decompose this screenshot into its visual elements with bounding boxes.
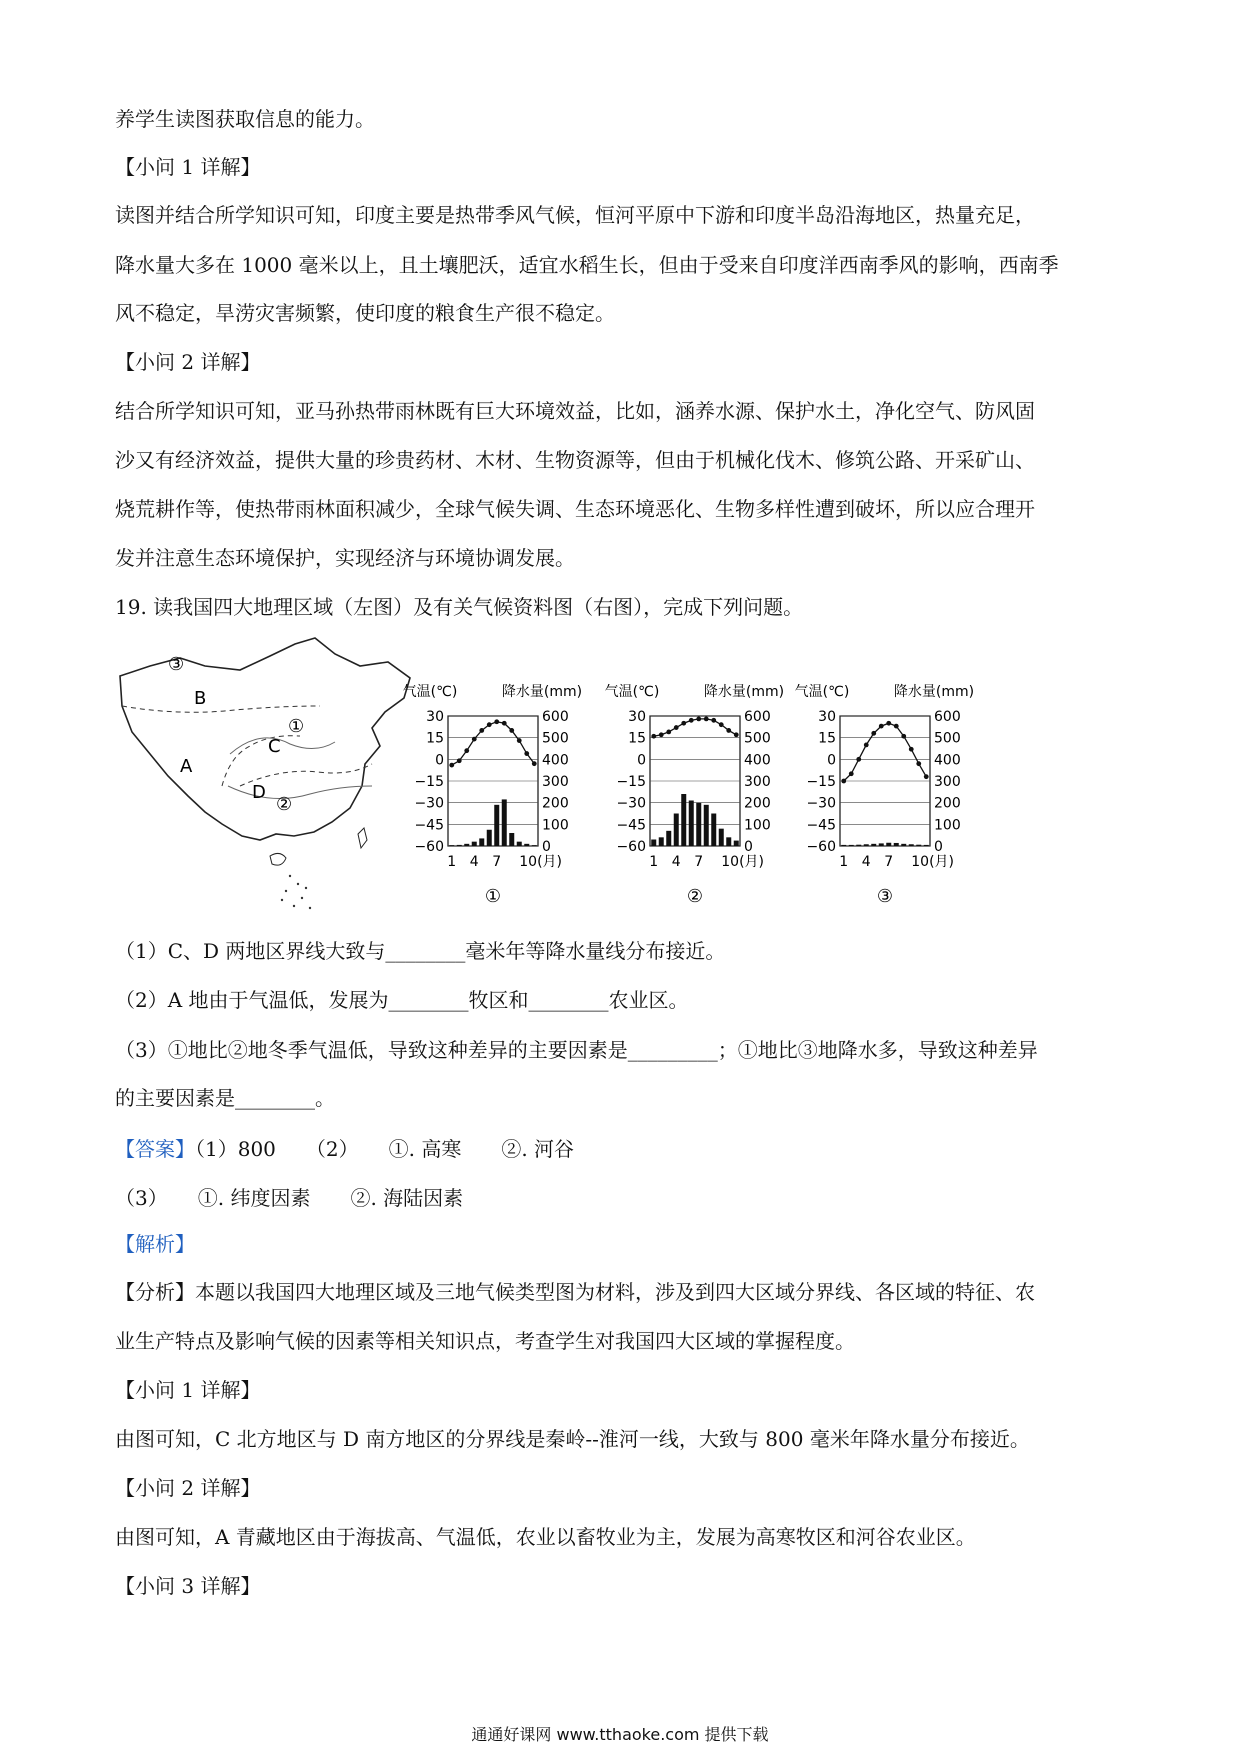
footer-credit: 通通好课网 www.tthaoke.com 提供下载	[471, 1725, 769, 1744]
precip-tick-label: 300	[542, 774, 569, 790]
precip-bar	[841, 845, 846, 846]
temperature-point	[711, 718, 716, 723]
temperature-point	[532, 761, 537, 766]
temperature-point	[886, 721, 891, 726]
precip-tick-label: 200	[744, 795, 771, 812]
temperature-point	[879, 724, 884, 729]
precip-bar	[651, 840, 656, 847]
precip-tick-label: 600	[542, 709, 569, 725]
temp-tick-label: 30	[818, 709, 836, 725]
temp-tick-label: −15	[414, 774, 444, 790]
text-line: （1）C、D 两地区界线大致与________毫米年等降水量线分布接近。	[115, 939, 726, 963]
text-line: 沙又有经济效益，提供大量的珍贵药材、木材、生物资源等，但由于机械化伐木、修筑公路、开采矿山、	[115, 448, 1035, 472]
temp-tick-label: −30	[806, 795, 836, 812]
x-tick-label: 4	[469, 854, 479, 870]
text-line: 降水量大多在 1000 毫米以上，且土壤肥沃，适宜水稻生长，但由于受来自印度洋西南季风的影响，西南季	[115, 253, 1059, 277]
text-line: 【小问 2 详解】	[115, 1476, 261, 1500]
temperature-point	[479, 728, 484, 733]
temperature-line	[844, 723, 927, 781]
text-line: 【小问 1 详解】	[115, 155, 261, 179]
precip-tick-label: 0	[744, 839, 753, 855]
precip-tick-label: 500	[542, 730, 569, 747]
temperature-point	[449, 763, 454, 768]
temperature-point	[524, 751, 529, 756]
precip-tick-label: 0	[542, 839, 551, 855]
precip-tick-label: 200	[542, 795, 569, 812]
text-line: 由图可知，C 北方地区与 D 南方地区的分界线是秦岭--淮河一线，大致与 800 毫米年降水量分布接近。	[115, 1427, 1030, 1451]
temp-tick-label: 15	[628, 730, 646, 747]
temperature-point	[696, 716, 701, 721]
precip-bar	[457, 845, 462, 846]
precip-tick-label: 500	[934, 730, 961, 747]
temperature-point	[502, 721, 507, 726]
precip-bar	[864, 844, 869, 846]
precip-bar	[696, 803, 701, 846]
temp-tick-label: −45	[806, 817, 836, 834]
temperature-point	[856, 757, 861, 762]
precip-tick-label: 300	[744, 774, 771, 790]
temperature-point	[681, 721, 686, 726]
temperature-point	[509, 728, 514, 733]
x-tick-label: 10(月)	[721, 854, 764, 870]
x-tick-label: 1	[839, 854, 849, 870]
precip-bar	[674, 814, 679, 847]
precip-bar	[666, 831, 671, 846]
precip-bar	[849, 845, 854, 846]
temp-tick-label: −45	[616, 817, 646, 834]
temperature-point	[849, 771, 854, 776]
x-tick-label: 10(月)	[911, 854, 954, 870]
text-line: 业生产特点及影响气候的因素等相关知识点，考查学生对我国四大区域的掌握程度。	[115, 1329, 855, 1353]
precip-bar	[719, 829, 724, 846]
precip-tick-label: 400	[744, 752, 771, 769]
climate-chart-3	[790, 678, 990, 908]
ylabel-left: 气温(℃)	[604, 684, 660, 700]
temperature-point	[726, 728, 731, 733]
x-tick-label: 1	[447, 854, 457, 870]
temperature-point	[674, 725, 679, 730]
temperature-point	[864, 742, 869, 747]
precip-bar	[924, 845, 929, 846]
precip-bar	[704, 805, 709, 846]
precip-tick-label: 400	[934, 752, 961, 769]
temperature-point	[894, 724, 899, 729]
text-line: 【分析】本题以我国四大地理区域及三地气候类型图为材料，涉及到四大区域分界线、各区域的特征、农	[115, 1280, 1035, 1304]
precip-bar	[879, 843, 884, 846]
temp-tick-label: 15	[426, 730, 444, 747]
temperature-point	[487, 722, 492, 727]
map-label-3: ③	[168, 654, 185, 675]
precip-tick-label: 100	[542, 817, 569, 834]
temp-tick-label: 30	[628, 709, 646, 725]
precip-tick-label: 200	[934, 795, 961, 812]
precip-tick-label: 600	[934, 709, 961, 725]
ylabel-right: 降水量(mm)	[501, 684, 583, 700]
precip-bar	[472, 842, 477, 846]
chart-label: ②	[686, 886, 704, 907]
answer-line-2	[115, 1183, 463, 1213]
temperature-point	[666, 729, 671, 734]
temp-tick-label: −60	[414, 839, 444, 855]
precip-bar	[871, 844, 876, 846]
temperature-point	[871, 731, 876, 736]
precip-bar	[909, 844, 914, 846]
temperature-line	[452, 722, 535, 765]
answer-tag: 【答案】	[115, 1137, 195, 1161]
text-line: （2）A 地由于气温低，发展为________牧区和________农业区。	[115, 988, 689, 1012]
yangtze-river	[228, 786, 372, 799]
map-label-2: ②	[276, 794, 293, 815]
precip-tick-label: 300	[934, 774, 961, 790]
temperature-point	[472, 737, 477, 742]
temperature-point	[841, 779, 846, 784]
analysis-tag: 【解析】	[115, 1232, 195, 1256]
text-line: 养学生读图获取信息的能力。	[115, 107, 375, 131]
text-line: 【小问 3 详解】	[115, 1574, 261, 1598]
text-line: 读图并结合所学知识可知，印度主要是热带季风气候，恒河平原中下游和印度半岛沿海地区，热量充足，	[115, 203, 1035, 227]
precip-bar	[517, 842, 522, 846]
x-tick-label: 10(月)	[519, 854, 562, 870]
temperature-point	[734, 732, 739, 737]
map-label-b: B	[194, 688, 207, 709]
temperature-point	[517, 738, 522, 743]
precip-bar	[689, 801, 694, 847]
answer-text-1: （1）800 （2） ①. 高寒 ②. 河谷	[195, 1137, 575, 1161]
precip-bar	[479, 838, 484, 846]
temp-tick-label: −30	[414, 795, 444, 812]
precip-bar	[494, 805, 499, 846]
text-line: 烧荒耕作等，使热带雨林面积减少，全球气候失调、生态环境恶化、生物多样性遭到破坏，所以应合理开	[115, 497, 1035, 521]
text-line: 19. 读我国四大地理区域（左图）及有关气候资料图（右图），完成下列问题。	[115, 595, 804, 619]
precip-bar	[502, 799, 507, 846]
precip-tick-label: 600	[744, 709, 771, 725]
x-tick-label: 4	[861, 854, 871, 870]
temperature-point	[916, 761, 921, 766]
text-line: 【小问 1 详解】	[115, 1378, 261, 1402]
south-china-sea-islands	[281, 875, 311, 909]
text-line: 结合所学知识可知，亚马孙热带雨林既有巨大环境效益，比如，涵养水源、保护水土，净化空气、防风固	[115, 399, 1035, 423]
precip-tick-label: 0	[934, 839, 943, 855]
chart-label: ①	[484, 886, 502, 907]
temp-tick-label: 30	[426, 709, 444, 725]
temp-tick-label: −45	[414, 817, 444, 834]
precip-bar	[901, 844, 906, 846]
map-label-1: ①	[288, 716, 305, 737]
temp-tick-label: −60	[806, 839, 836, 855]
precip-bar	[734, 841, 739, 846]
text-line: （3）①地比②地冬季气温低，导致这种差异的主要因素是_________；①地比③地降水多，导致这种差异	[115, 1038, 1038, 1062]
x-tick-label: 7	[884, 854, 894, 870]
temp-tick-label: −30	[616, 795, 646, 812]
temp-tick-label: 0	[827, 752, 836, 769]
map-label-a: A	[180, 756, 193, 777]
temp-tick-label: −15	[806, 774, 836, 790]
temperature-point	[909, 747, 914, 752]
temperature-point	[651, 734, 656, 739]
precip-bar	[464, 844, 469, 846]
temperature-point	[901, 734, 906, 739]
text-line: 的主要因素是________。	[115, 1086, 335, 1110]
precip-bar	[532, 845, 537, 846]
ylabel-left: 气温(℃)	[794, 684, 850, 700]
temperature-point	[659, 732, 664, 737]
climate-chart-2	[600, 678, 800, 908]
x-tick-label: 1	[649, 854, 659, 870]
chart-label: ③	[876, 886, 894, 907]
temperature-point	[689, 718, 694, 723]
precip-bar	[916, 845, 921, 846]
yellow-river	[230, 738, 335, 754]
precip-bar	[659, 837, 664, 846]
precip-bar	[886, 843, 891, 846]
ylabel-right: 降水量(mm)	[703, 684, 785, 700]
text-line: 风不稳定，旱涝灾害频繁，使印度的粮食生产很不稳定。	[115, 301, 615, 325]
map-label-d: D	[252, 782, 266, 803]
climate-chart-1	[398, 678, 598, 908]
precip-bar	[449, 845, 454, 846]
x-tick-label: 7	[492, 854, 502, 870]
temp-tick-label: 0	[435, 752, 444, 769]
map-label-c: C	[268, 736, 281, 757]
region-boundary-ab	[122, 706, 320, 712]
precip-tick-label: 100	[934, 817, 961, 834]
temperature-point	[924, 774, 929, 779]
precip-bar	[726, 837, 731, 846]
precip-tick-label: 100	[744, 817, 771, 834]
temp-tick-label: 15	[818, 730, 836, 747]
temperature-point	[719, 722, 724, 727]
hainan-island	[270, 853, 286, 865]
answer-text-2: （3） ①. 纬度因素 ②. 海陆因素	[115, 1186, 464, 1210]
x-tick-label: 4	[671, 854, 681, 870]
precip-bar	[524, 844, 529, 846]
china-region-map	[110, 636, 440, 916]
temperature-point	[494, 719, 499, 724]
precip-bar	[711, 814, 716, 847]
temperature-point	[457, 758, 462, 763]
taiwan-island	[358, 828, 367, 848]
temperature-point	[704, 716, 709, 721]
precip-tick-label: 500	[744, 730, 771, 747]
precip-bar	[487, 830, 492, 846]
precip-tick-label: 400	[542, 752, 569, 769]
text-line: 【小问 2 详解】	[115, 350, 261, 374]
answer-line-1	[115, 1134, 574, 1164]
text-line: 发并注意生态环境保护，实现经济与环境协调发展。	[115, 546, 575, 570]
temperature-point	[464, 748, 469, 753]
precip-bar	[509, 833, 514, 846]
text-line: 由图可知，A 青藏地区由于海拔高、气温低，农业以畜牧业为主，发展为高寒牧区和河谷农业区。	[115, 1525, 976, 1549]
precip-bar	[894, 843, 899, 846]
temp-tick-label: −15	[616, 774, 646, 790]
temp-tick-label: 0	[637, 752, 646, 769]
x-tick-label: 7	[694, 854, 704, 870]
precip-bar	[681, 794, 686, 846]
precip-bar	[856, 845, 861, 846]
ylabel-right: 降水量(mm)	[893, 684, 975, 700]
temperature-line	[654, 719, 737, 736]
ylabel-left: 气温(℃)	[402, 684, 458, 700]
temp-tick-label: −60	[616, 839, 646, 855]
